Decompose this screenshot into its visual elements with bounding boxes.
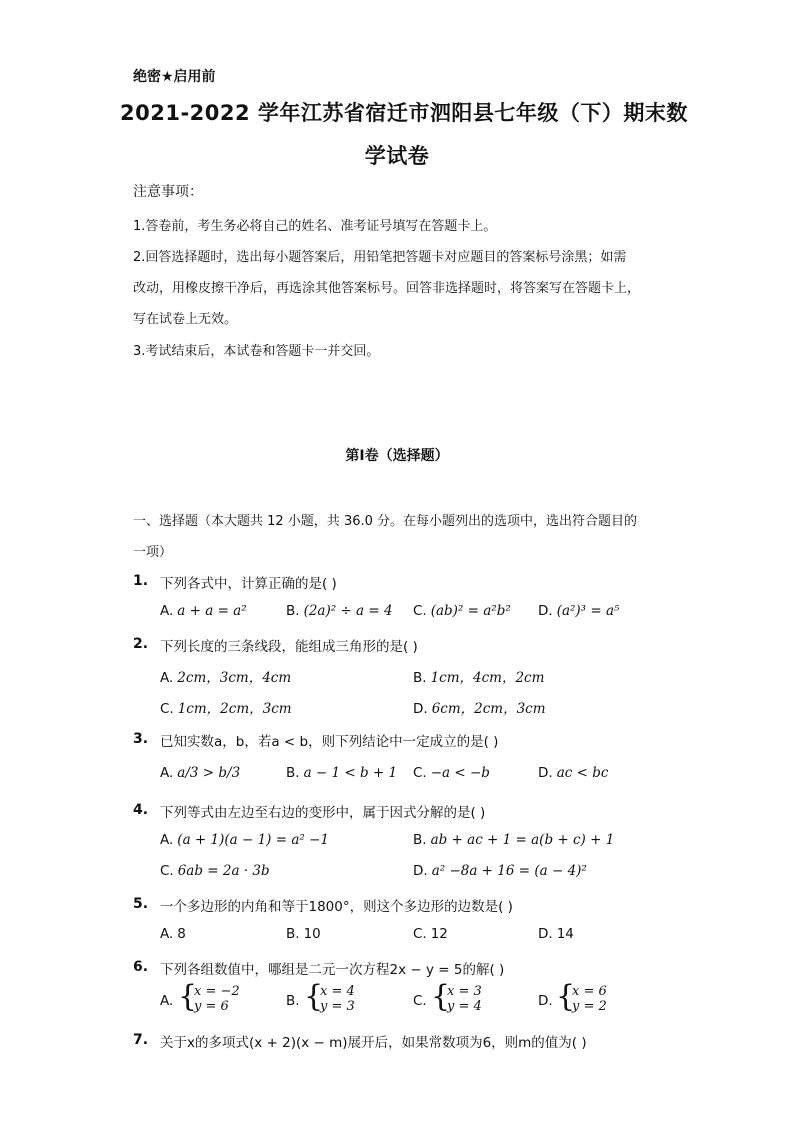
solution-y: y = 3 [320,999,355,1014]
option-text: a − 1 < b + 1 [303,765,398,781]
option-text: −a < −b [430,765,490,781]
option-label: A. [160,926,174,942]
option-text: (a + 1)(a − 1) = a² −1 [177,832,329,848]
question-stem: 下列等式由左边至右边的变形中，属于因式分解的是( ) [160,805,486,821]
exam-title-line2: 学试卷 [364,144,430,168]
option-text: (2a)² ÷ a = 4 [303,603,393,619]
option-label: B. [413,670,427,686]
question-number: 1. [133,573,149,589]
option-label: D. [538,603,553,619]
option-text: a/3 > b/3 [177,765,241,781]
option-text: 2cm，3cm，4cm [177,670,292,686]
option-b [286,765,397,781]
option-label: D. [413,701,428,717]
option-text: a² −8a + 16 = (a − 4)² [431,863,587,879]
option-text: 6cm，2cm，3cm [431,701,546,717]
option-label: C. [413,993,427,1009]
option-text: 10 [303,926,321,942]
option-text: a + a = a² [177,603,247,619]
option-label: D. [538,993,553,1009]
question-number: 6. [133,959,149,975]
option-text: ab + ac + 1 = a(b + c) + 1 [430,832,615,848]
question-stem: 一个多边形的内角和等于1800°，则这个多边形的边数是( ) [160,899,513,915]
option-a [160,666,291,686]
option-d [538,603,619,619]
exam-title-line1: 2021-2022 学年江苏省宿迁市泗阳县七年级（下）期末数 [120,101,688,125]
option-b [413,832,614,848]
option-c [160,863,270,879]
notice-item-3: 3.考试结束后，本试卷和答题卡一并交回。 [133,344,380,359]
option-label: A. [160,603,174,619]
option-c [413,765,490,781]
notice-item-2-line-2: 改动，用橡皮擦干净后，再选涂其他答案标号。回答非选择题时，将答案写在答题卡上， [133,281,641,296]
option-a [160,765,240,781]
question-number: 2. [133,636,149,652]
option-text: (a²)³ = a⁵ [556,603,620,619]
option-label: A. [160,765,174,781]
solution-x: x = 4 [320,984,355,999]
option-label: C. [413,603,427,619]
brace-icon: { [178,979,198,1014]
option-label: A. [160,832,174,848]
brace-icon: { [556,979,576,1014]
option-text: 6ab = 2a · 3b [177,863,270,879]
brace-icon: { [304,979,324,1014]
notice-item-2-line-1: 2.回答选择题时，选出每小题答案后，用铅笔把答题卡对应题目的答案标号涂黑；如需 [133,250,627,265]
option-label: C. [413,926,427,942]
brace-icon: { [431,979,451,1014]
option-label: B. [413,832,427,848]
solution-x: x = −2 [194,984,240,999]
option-text: 8 [177,926,186,942]
option-label: B. [286,993,300,1009]
option-d [538,926,574,942]
question-number: 3. [133,731,149,747]
question-number: 7. [133,1032,149,1048]
section-heading-line-2: 一项） [133,545,173,560]
solution-y: y = 2 [572,999,607,1014]
option-b [413,666,544,686]
option-text: 1cm，4cm，2cm [430,670,545,686]
option-label: D. [413,863,428,879]
solution-x: x = 6 [572,984,607,999]
option-c [413,926,448,942]
notice-item-1: 1.答卷前，考生务必将自己的姓名、准考证号填写在答题卡上。 [133,219,497,234]
solution-y: y = 4 [447,999,482,1014]
option-label: B. [286,926,300,942]
option-a [160,603,247,619]
part-title: 第Ⅰ卷（选择题） [345,448,449,464]
section-heading-line-1: 一、选择题（本大题共 12 小题，共 36.0 分。在每小题列出的选项中，选出符合题目的 [133,514,638,529]
question-number: 4. [133,802,149,818]
option-d [413,697,546,717]
confidential-label: 绝密★启用前 [133,69,216,85]
notice-heading: 注意事项： [133,184,203,200]
option-b [286,926,321,942]
notice-item-2-line-3: 写在试卷上无效。 [133,312,238,327]
question-stem: 已知实数a，b，若a < b，则下列结论中一定成立的是( ) [160,734,499,750]
option-label: B. [286,765,300,781]
solution-y: y = 6 [194,999,229,1014]
question-stem: 下列各组数值中，哪组是二元一次方程2x − y = 5的解( ) [160,962,505,978]
option-text: (ab)² = a²b² [430,603,511,619]
question-stem: 下列长度的三条线段，能组成三角形的是( ) [160,639,418,655]
option-text: 12 [430,926,448,942]
option-label: C. [160,701,174,717]
option-a [160,832,329,848]
option-label: B. [286,603,300,619]
option-label: C. [160,863,174,879]
option-a [160,926,186,942]
option-text: 14 [556,926,574,942]
option-label: A. [160,670,174,686]
question-stem: 关于x的多项式(x + 2)(x − m)展开后，如果常数项为6，则m的值为( ) [160,1035,587,1051]
option-label: C. [413,765,427,781]
option-c [413,603,511,619]
option-d [538,765,608,781]
option-label: A. [160,993,174,1009]
question-stem: 下列各式中，计算正确的是( ) [160,576,337,592]
option-b [286,603,393,619]
solution-x: x = 3 [447,984,482,999]
question-number: 5. [133,896,149,912]
option-c [160,697,292,717]
option-text: ac < bc [556,765,609,781]
option-label: D. [538,765,553,781]
option-d [413,863,587,879]
option-text: 1cm，2cm，3cm [177,701,292,717]
option-label: D. [538,926,553,942]
